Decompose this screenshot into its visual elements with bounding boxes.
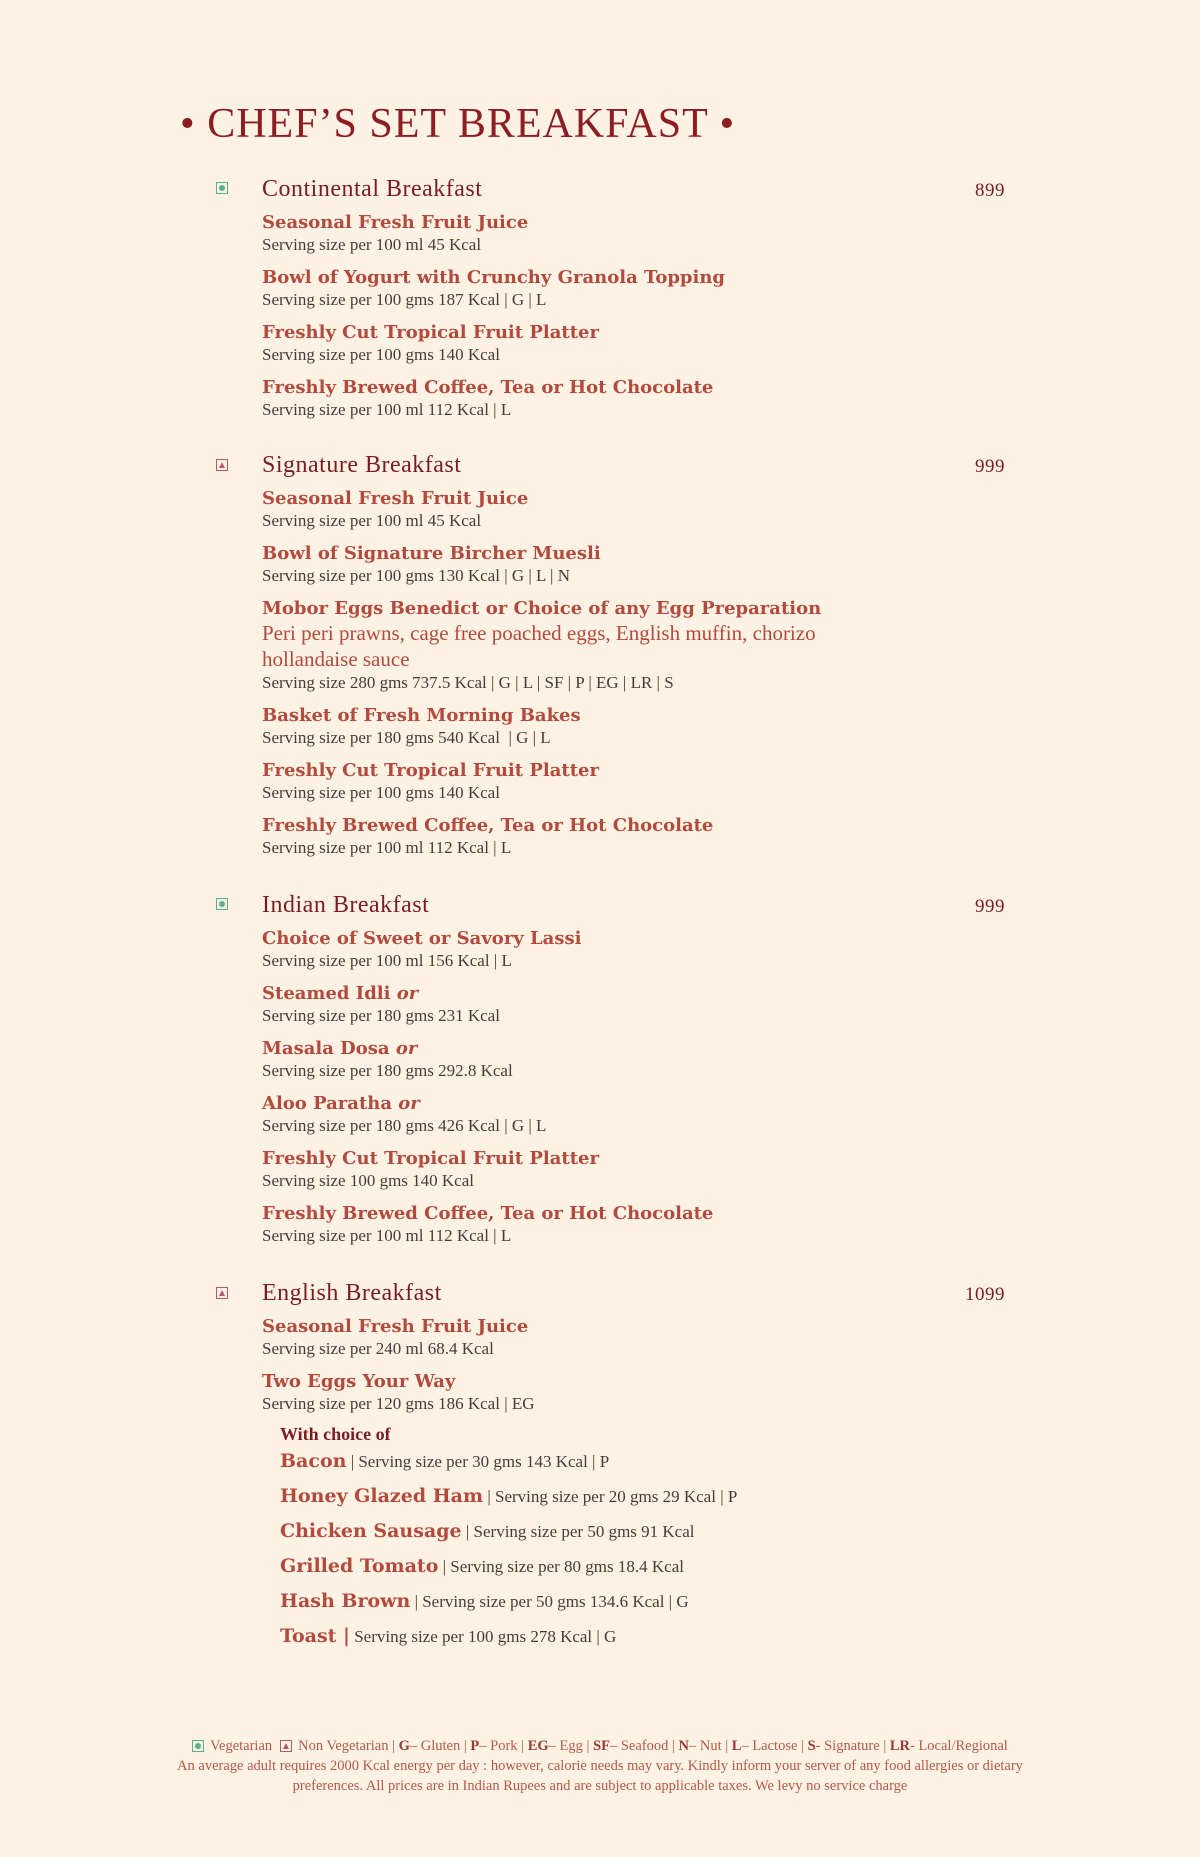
item-serving: Serving size per 100 gms 140 Kcal — [262, 783, 500, 802]
legend-code-label: – Lactose — [741, 1738, 798, 1754]
menu-item — [262, 267, 962, 311]
or-label: or — [398, 1093, 420, 1114]
legend-code: L — [731, 1738, 742, 1754]
choice-serving: | Serving size per 50 gms 91 Kcal — [465, 1522, 695, 1541]
section-price: 899 — [975, 180, 1005, 201]
item-name-line — [262, 1093, 962, 1115]
item-name: Mobor Eggs Benedict or Choice of any Egg Preparation — [262, 598, 822, 619]
section-title: Continental Breakfast — [262, 176, 483, 202]
item-serving: Serving size per 120 gms 186 Kcal | EG — [262, 1394, 535, 1413]
vegetarian-icon — [192, 1740, 204, 1752]
menu-item — [262, 928, 962, 972]
menu-item — [262, 212, 962, 256]
vegetarian-icon — [216, 182, 228, 194]
legend-code-label: - Local/Regional — [910, 1738, 1008, 1754]
legend-code: P — [470, 1738, 480, 1754]
legend-code-label: – Pork — [479, 1738, 518, 1754]
choice-name: Hash Brown — [280, 1590, 411, 1612]
menu-item — [262, 488, 962, 532]
legend-code-label: – Nut — [689, 1738, 722, 1754]
menu-item — [262, 1093, 962, 1137]
choice-item — [280, 1589, 962, 1614]
choice-serving: | Serving size per 50 gms 134.6 Kcal | G — [414, 1592, 689, 1611]
item-serving: Serving size per 100 ml 45 Kcal — [262, 235, 482, 254]
choice-serving: | Serving size per 80 gms 18.4 Kcal — [442, 1557, 684, 1576]
item-description: Peri peri prawns, cage free poached eggs, English muffin, chorizo hollandaise sauce — [262, 621, 816, 671]
choice-item — [280, 1519, 962, 1544]
item-list — [262, 212, 962, 432]
item-serving: Serving size per 100 ml 112 Kcal | L — [262, 1226, 512, 1245]
item-serving: Serving size 280 gms 737.5 Kcal | G | L | SF | P | EG | LR | S — [262, 673, 674, 692]
legend-code: LR — [889, 1738, 910, 1754]
item-name: Bowl of Yogurt with Crunchy Granola Topping — [262, 267, 726, 288]
menu-item — [262, 543, 962, 587]
choice-block — [280, 1424, 962, 1649]
item-serving: Serving size per 240 ml 68.4 Kcal — [262, 1339, 494, 1358]
choice-item — [280, 1449, 962, 1474]
section-title: English Breakfast — [262, 1280, 442, 1306]
menu-item — [262, 1038, 962, 1082]
menu-item — [262, 598, 962, 694]
item-name: Aloo Paratha — [262, 1093, 393, 1114]
choice-name: Toast | — [280, 1625, 350, 1647]
item-name: Basket of Fresh Morning Bakes — [262, 705, 581, 726]
choice-title: With choice of — [280, 1424, 391, 1444]
choice-item — [280, 1624, 962, 1649]
item-name: Seasonal Fresh Fruit Juice — [262, 212, 529, 233]
section-price: 999 — [975, 456, 1005, 477]
legend-code: G — [398, 1738, 410, 1754]
choice-serving: | Serving size per 20 gms 29 Kcal | P — [487, 1487, 738, 1506]
menu-item — [262, 1148, 962, 1192]
item-name-line — [262, 1038, 962, 1060]
item-name: Choice of Sweet or Savory Lassi — [262, 928, 582, 949]
menu-item — [262, 1316, 962, 1360]
page-title: • CHEF’S SET BREAKFAST • — [180, 101, 736, 147]
menu-item — [262, 815, 962, 859]
menu-item — [262, 983, 962, 1027]
choice-name: Grilled Tomato — [280, 1555, 439, 1577]
item-name: Masala Dosa — [262, 1038, 390, 1059]
item-name: Seasonal Fresh Fruit Juice — [262, 1316, 529, 1337]
item-serving: Serving size 100 gms 140 Kcal — [262, 1171, 474, 1190]
legend-code: S — [807, 1738, 816, 1754]
item-serving: Serving size per 100 ml 45 Kcal — [262, 511, 482, 530]
or-label: or — [396, 983, 419, 1004]
legend-code: EG — [527, 1738, 549, 1754]
non-vegetarian-icon — [216, 1287, 228, 1299]
legend-code: SF — [593, 1738, 610, 1754]
choice-item — [280, 1554, 962, 1579]
item-name: Freshly Brewed Coffee, Tea or Hot Chocolate — [262, 377, 714, 398]
choice-name: Bacon — [280, 1450, 347, 1472]
item-name: Two Eggs Your Way — [262, 1371, 456, 1392]
legend-code: N — [678, 1738, 689, 1754]
item-serving: Serving size per 100 ml 156 Kcal | L — [262, 951, 512, 970]
menu-item — [262, 705, 962, 749]
menu-item — [262, 760, 962, 804]
item-name: Freshly Cut Tropical Fruit Platter — [262, 322, 599, 343]
section-price: 1099 — [965, 1284, 1005, 1305]
legend-code-label: – Seafood — [609, 1738, 669, 1754]
disclaimer-line-2: preferences. All prices are in Indian Rupees and are subject to applicable taxes. We levy no service charge — [292, 1778, 908, 1794]
item-list — [262, 488, 962, 870]
non-vegetarian-icon — [216, 459, 228, 471]
item-list — [262, 1316, 962, 1659]
or-label: or — [395, 1038, 418, 1059]
disclaimer-line-1: An average adult requires 2000 Kcal energy per day : however, calorie needs may vary. Kindly inform your server of any food allergies or dietary — [177, 1758, 1023, 1774]
legend-code-label: – Gluten — [409, 1738, 461, 1754]
non-vegetarian-icon — [280, 1740, 292, 1752]
choice-item — [280, 1484, 962, 1509]
footer — [0, 1736, 1200, 1796]
legend-code-label: – Egg — [548, 1738, 583, 1754]
menu-item — [262, 1203, 962, 1247]
item-name: Freshly Cut Tropical Fruit Platter — [262, 1148, 599, 1169]
item-serving: Serving size per 180 gms 426 Kcal | G | L — [262, 1116, 547, 1135]
item-serving: Serving size per 100 gms 187 Kcal | G | L — [262, 290, 547, 309]
menu-item — [262, 322, 962, 366]
item-serving: Serving size per 100 gms 140 Kcal — [262, 345, 500, 364]
item-name: Freshly Brewed Coffee, Tea or Hot Chocolate — [262, 1203, 714, 1224]
legend-code-label: - Signature — [815, 1738, 880, 1754]
choice-name: Honey Glazed Ham — [280, 1485, 484, 1507]
legend-veg-label: Vegetarian — [210, 1738, 273, 1754]
item-serving: Serving size per 100 ml 112 Kcal | L — [262, 838, 512, 857]
section-title: Signature Breakfast — [262, 452, 462, 478]
section-price: 999 — [975, 896, 1005, 917]
item-list — [262, 928, 962, 1258]
section-title: Indian Breakfast — [262, 892, 430, 918]
menu-item — [262, 377, 962, 421]
item-name: Freshly Brewed Coffee, Tea or Hot Chocolate — [262, 815, 714, 836]
vegetarian-icon — [216, 898, 228, 910]
item-name-line — [262, 983, 962, 1005]
item-name: Freshly Cut Tropical Fruit Platter — [262, 760, 599, 781]
item-serving: Serving size per 100 gms 130 Kcal | G | L | N — [262, 566, 570, 585]
item-serving: Serving size per 180 gms 231 Kcal — [262, 1006, 500, 1025]
menu-item — [262, 1371, 962, 1415]
item-name: Steamed Idli — [262, 983, 391, 1004]
choice-name: Chicken Sausage — [280, 1520, 462, 1542]
item-name: Bowl of Signature Bircher Muesli — [262, 543, 601, 564]
item-serving: Serving size per 180 gms 540 Kcal | G | L — [262, 728, 551, 747]
legend: Vegetarian Non Vegetarian | G – Gluten | P – Pork | EG – Egg | SF – Seafood | N – Nut | L – Lactose | S - Signature | LR - Local/Regional — [0, 1736, 1200, 1756]
choice-serving: | Serving size per 30 gms 143 Kcal | P — [350, 1452, 610, 1471]
item-name: Seasonal Fresh Fruit Juice — [262, 488, 529, 509]
item-serving: Serving size per 180 gms 292.8 Kcal — [262, 1061, 513, 1080]
legend-nonveg-label: Non Vegetarian — [298, 1738, 389, 1754]
item-serving: Serving size per 100 ml 112 Kcal | L — [262, 400, 512, 419]
choice-serving: Serving size per 100 gms 278 Kcal | G — [354, 1627, 617, 1646]
